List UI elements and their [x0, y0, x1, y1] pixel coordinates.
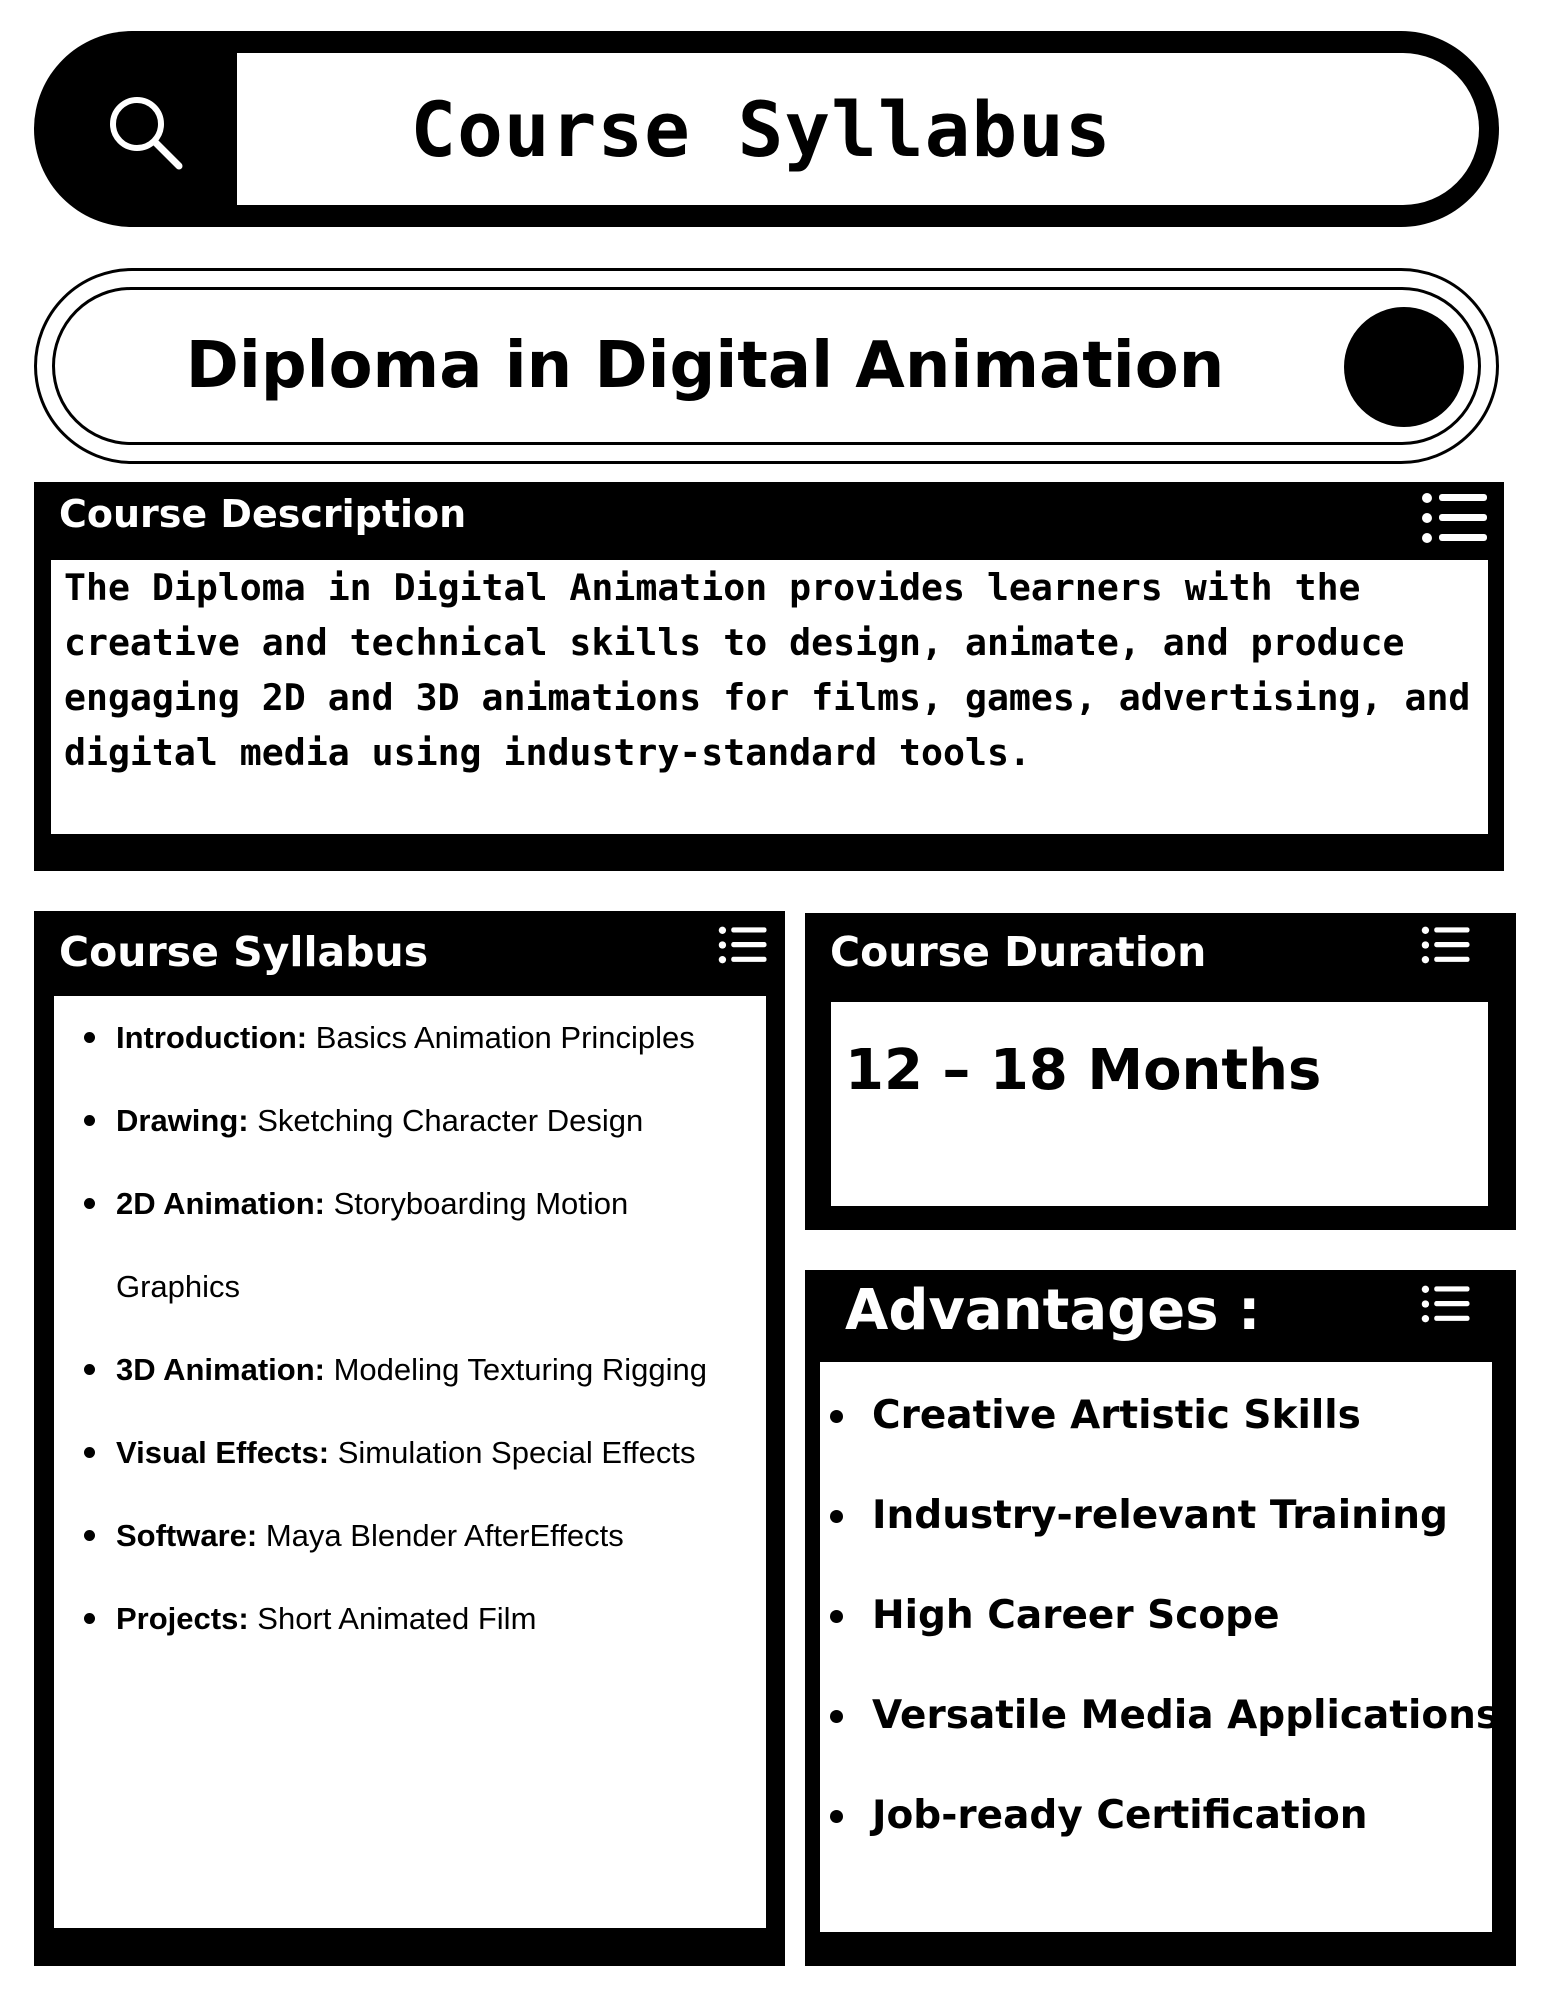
page-title: Course Syllabus — [410, 84, 1112, 174]
list-icon — [1421, 490, 1489, 546]
duration-heading: Course Duration — [830, 928, 1207, 976]
list-item — [84, 1494, 744, 1577]
advantages-heading: Advantages : — [845, 1278, 1261, 1343]
list-icon — [1421, 1283, 1489, 1339]
item-text: Basics Animation Principles — [307, 1020, 695, 1055]
list-item: Industry-relevant Training — [826, 1466, 1486, 1566]
list-item: High Career Scope — [826, 1566, 1486, 1666]
decorative-dot — [1344, 307, 1464, 427]
item-label: 2D Animation: — [116, 1186, 325, 1221]
item-label: Introduction: — [116, 1020, 308, 1055]
list-icon — [1421, 924, 1489, 980]
duration-body — [831, 1002, 1488, 1206]
syllabus-heading: Course Syllabus — [59, 928, 429, 976]
item-text: Simulation Special Effects — [329, 1435, 696, 1470]
diploma-title: Diploma in Digital Animation — [185, 329, 1225, 403]
list-item — [84, 996, 744, 1079]
list-item: Versatile Media Applications — [826, 1666, 1486, 1766]
item-text: Sketching Character Design — [248, 1103, 644, 1138]
search-icon[interactable] — [105, 92, 185, 172]
item-label: Software: — [116, 1518, 258, 1553]
description-text: The Diploma in Digital Animation provides learners with the creative and technical skills to design, animate, and produce engaging 2D and 3D animations for films, games, advertising, and digital media using industry-standard tools. — [64, 566, 1471, 774]
item-label: Drawing: — [116, 1103, 249, 1138]
list-item — [84, 1162, 744, 1328]
item-label: 3D Animation: — [116, 1352, 325, 1387]
duration-value: 12 – 18 Months — [845, 1038, 1322, 1103]
item-text: Maya Blender AfterEffects — [257, 1518, 624, 1553]
item-label: Visual Effects: — [116, 1435, 330, 1470]
list-item: Creative Artistic Skills — [826, 1366, 1486, 1466]
list-item — [84, 1411, 744, 1494]
item-text: Short Animated Film — [248, 1601, 537, 1636]
item-text: Modeling Texturing Rigging — [324, 1352, 707, 1387]
list-item — [84, 1328, 744, 1411]
list-item — [84, 1577, 744, 1660]
description-heading: Course Description — [59, 492, 467, 536]
syllabus-list — [84, 996, 744, 1660]
list-item — [84, 1079, 744, 1162]
item-label: Projects: — [116, 1601, 249, 1636]
list-icon — [718, 924, 786, 980]
item-text: Storyboarding Motion Graphics — [116, 1186, 629, 1304]
advantages-list — [826, 1366, 1500, 1866]
list-item: Job-ready Certification — [826, 1766, 1486, 1866]
